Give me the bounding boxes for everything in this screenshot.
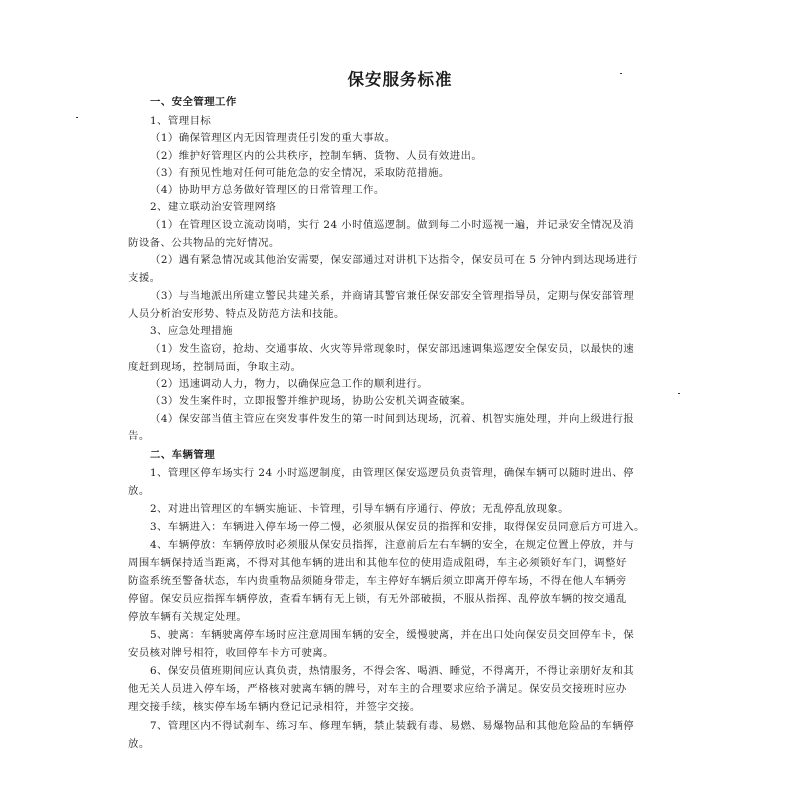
text-line: 6、保安员值班期间应认真负责，热情服务，不得会客、喝酒、睡觉，不得离开，不得让亲朋好友和其 (150, 665, 635, 677)
text-line: 安员核对牌号相符，收回停车卡方可驶离。 (128, 647, 334, 659)
text-line: 周围车辆保持适当距离，不得对其他车辆的进出和其他车位的使用造成阻碍，车主必须锁好车门，调整好 (128, 557, 627, 569)
text-line: 7、管理区内不得试刹车、练习车、修理车辆，禁止装载有毒、易燃、易爆物品和其他危险品的车辆停 (150, 720, 635, 732)
text-line: 支援。 (128, 272, 161, 284)
text-line: （2）遇有紧急情况或其他治安需要，保安部通过对讲机下达指令，保安员可在 5 分钟内到达现场进行 (150, 254, 638, 266)
document-title: 保安服务标准 (347, 70, 453, 89)
text-line: 理交接手续，核实停车场车辆内登记记录相符，并签字交接。 (128, 701, 421, 713)
text-line: （2）迅速调动人力，物力，以确保应急工作的顺利进行。 (150, 378, 429, 390)
text-line: （1）确保管理区内无因管理责任引发的重大事故。 (150, 132, 396, 144)
scan-speck (620, 73, 622, 74)
text-line: （1）在管理区设立流动岗哨，实行 24 小时值巡逻制。做到每二小时巡视一遍，并记录安全情况及消 (150, 219, 634, 231)
text-line: （1）发生盗窃，抢劫、交通事故、火灾等异常现象时，保安部迅速调集巡逻安全保安员，以最快的速 (150, 343, 635, 355)
section-heading-vehicles: 二、车辆管理 (150, 449, 216, 461)
text-line: 2、对进出管理区的车辆实施证、卡管理，引导车辆有序通行、停放；无乱停乱放现象。 (150, 503, 570, 515)
text-line: 告。 (128, 430, 150, 442)
text-line: 他无关人员进入停车场，严格核对驶离车辆的牌号，对车主的合理要求应给予满足。保安员交接班时应办 (128, 683, 627, 695)
text-line: （3）有预见性地对任何可能危急的安全情况，采取防范措施。 (150, 167, 450, 179)
text-line: 人员分析治安形势、特点及防范方法和技能。 (128, 308, 345, 320)
text-line: 放。 (128, 738, 150, 750)
text-line: 防设备、公共物品的完好情况。 (128, 237, 280, 249)
text-line: 3、车辆进入：车辆进入停车场一停二慢，必须服从保安员的指挥和安排，取得保安员同意后方可进入。 (150, 521, 645, 533)
text-line: 放。 (128, 485, 150, 497)
text-line: 度赶到现场，控制局面，争取主动。 (128, 361, 302, 373)
text-line: （4）协助甲方总务做好管理区的日常管理工作。 (150, 184, 385, 196)
text-line: 防盗系统至警备状态，车内贵重物品须随身带走，车主停好车辆后须立即离开停车场，不得在他人车辆旁 (128, 575, 627, 587)
subsection-heading: 1、管理目标 (150, 115, 212, 127)
scan-speck (76, 117, 78, 118)
subsection-heading: 2、建立联动治安管理网络 (150, 201, 277, 213)
text-line: （4）保安部当值主管应在突发事件发生的第一时间到达现场，沉着、机智实施处理，并向上级进行报 (150, 413, 635, 425)
text-line: （2）维护好管理区内的公共秩序，控制车辆、货物、人员有效进出。 (150, 150, 483, 162)
text-line: 停留。保安员应指挥车辆停放，查看车辆有无上锁，有无外部破损，不服从指挥、乱停放车辆的按交通乱 (128, 593, 627, 605)
text-line: 停放车辆有关规定处理。 (128, 611, 248, 623)
text-line: 4、车辆停放：车辆停放时必须服从保安员指挥，注意前后左右车辆的安全，在规定位置上停放，并与 (150, 539, 635, 551)
subsection-heading: 3、应急处理措施 (150, 325, 233, 337)
text-line: （3）发生案件时，立即报警并维护现场，协助公安机关调查破案。 (150, 395, 472, 407)
text-line: （3）与当地派出所建立警民共建关系，并商请其警官兼任保安部安全管理指导员，定期与保安部管理 (150, 290, 635, 302)
scan-speck (678, 393, 680, 394)
text-line: 1、管理区停车场实行 24 小时巡逻制度，由管理区保安巡逻员负责管理，确保车辆可以随时进出、停 (150, 467, 634, 479)
text-line: 5、驶离：车辆驶离停车场时应注意周围车辆的安全，缓慢驶离，并在出口处向保安员交回停车卡，保 (150, 629, 635, 641)
section-heading-security: 一、安全管理工作 (150, 96, 237, 108)
